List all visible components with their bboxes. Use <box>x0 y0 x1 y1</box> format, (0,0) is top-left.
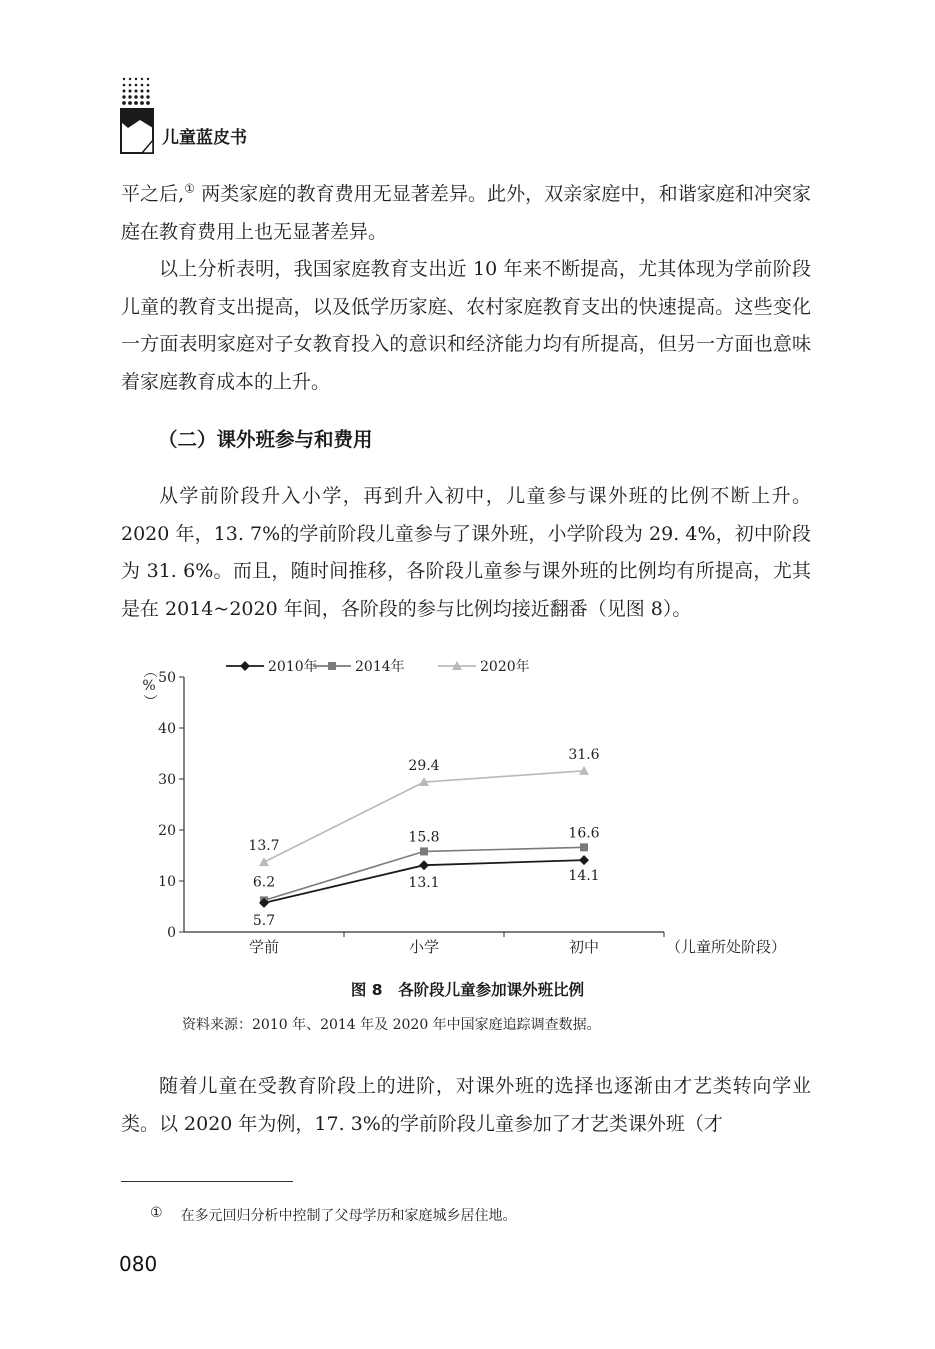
footnote-divider <box>121 1181 293 1182</box>
running-header <box>118 76 418 156</box>
footnote-text: 在多元回归分析中控制了父母学历和家庭城乡居住地。 <box>180 1208 517 1224</box>
data-label: 16.6 <box>568 825 600 842</box>
figure-title: 图 8 各阶段儿童参加课外班比例 <box>350 981 585 999</box>
data-point <box>259 857 269 866</box>
footnote-mark: ① <box>150 1205 163 1221</box>
data-point <box>579 855 589 865</box>
x-tick-label: 学前 <box>248 938 280 956</box>
line-chart <box>120 645 810 965</box>
data-point <box>580 843 588 851</box>
page-number: 080 <box>119 1252 158 1276</box>
section-heading: （二）课外班参与和费用 <box>158 428 373 451</box>
y-tick-label: 10 <box>158 874 176 890</box>
legend-marker <box>328 662 336 670</box>
y-tick-label: 20 <box>158 823 176 839</box>
y-axis-title: ） <box>141 694 157 708</box>
data-label: 6.2 <box>252 874 276 891</box>
figure-source: 资料来源：2010 年、2014 年及 2020 年中国家庭追踪调查数据。 <box>182 1017 601 1033</box>
data-label: 15.8 <box>408 829 440 846</box>
paragraph-2: 以上分析表明，我国家庭教育支出近 10 年来不断提高，尤其体现为学前阶段儿童的教育支出提高，以及低学历家庭、农村家庭教育支出的快速提高。这些变化一方面表明家庭对子女教育投入的意识和经济能力均有所提高，但另一方面也意味着家庭教育成本的上升。 <box>121 258 811 393</box>
legend-entry: 2020年 <box>480 659 530 675</box>
y-tick-label: 40 <box>158 721 176 737</box>
y-tick-label: 50 <box>158 670 176 686</box>
paragraph-4: 随着儿童在受教育阶段上的进阶，对课外班的选择也逐渐由才艺类转向学业类。以 2020 年为例，17. 3%的学前阶段儿童参加了才艺类课外班（才 <box>121 1075 811 1135</box>
y-tick-label: 0 <box>167 925 176 941</box>
data-label: 14.1 <box>568 868 600 885</box>
paragraph-3: 从学前阶段升入小学，再到升入初中，儿童参与课外班的比例不断上升。2020 年，13. 7%的学前阶段儿童参与了课外班，小学阶段为 29. 4%，初中阶段为 31. 6%。而且，随时间推移，各阶段儿童参与课外班的比例均有所提高，尤其是在 2014~2020 年间，各阶段的参与比例均接近翻番（见图 8）。 <box>121 485 811 620</box>
data-label: 31.6 <box>568 746 600 763</box>
legend-entry: 2010年 <box>268 659 318 675</box>
data-label: 29.4 <box>408 758 440 775</box>
y-axis-title: % <box>142 678 156 694</box>
data-point <box>420 847 428 855</box>
legend-entry: 2014年 <box>355 659 405 675</box>
footnote <box>150 1205 517 1225</box>
legend-marker <box>240 661 250 671</box>
paragraph-1: 平之后,① 两类家庭的教育费用无显著差异。此外，双亲家庭中，和谐家庭和冲突家庭在教育费用上也无显著差异。 <box>121 181 811 243</box>
y-tick-label: 30 <box>158 772 176 788</box>
y-axis-title: （ <box>141 664 157 678</box>
footnote-reference[interactable]: ① <box>184 181 196 196</box>
data-label: 13.7 <box>248 838 280 855</box>
data-label: 5.7 <box>252 912 276 929</box>
x-axis-title: （儿童所处阶段） <box>665 938 786 956</box>
data-point <box>419 860 429 870</box>
book-title: 儿童蓝皮书 <box>162 128 247 148</box>
data-label: 13.1 <box>408 875 440 892</box>
x-tick-label: 小学 <box>408 938 440 956</box>
x-tick-label: 初中 <box>568 938 600 956</box>
